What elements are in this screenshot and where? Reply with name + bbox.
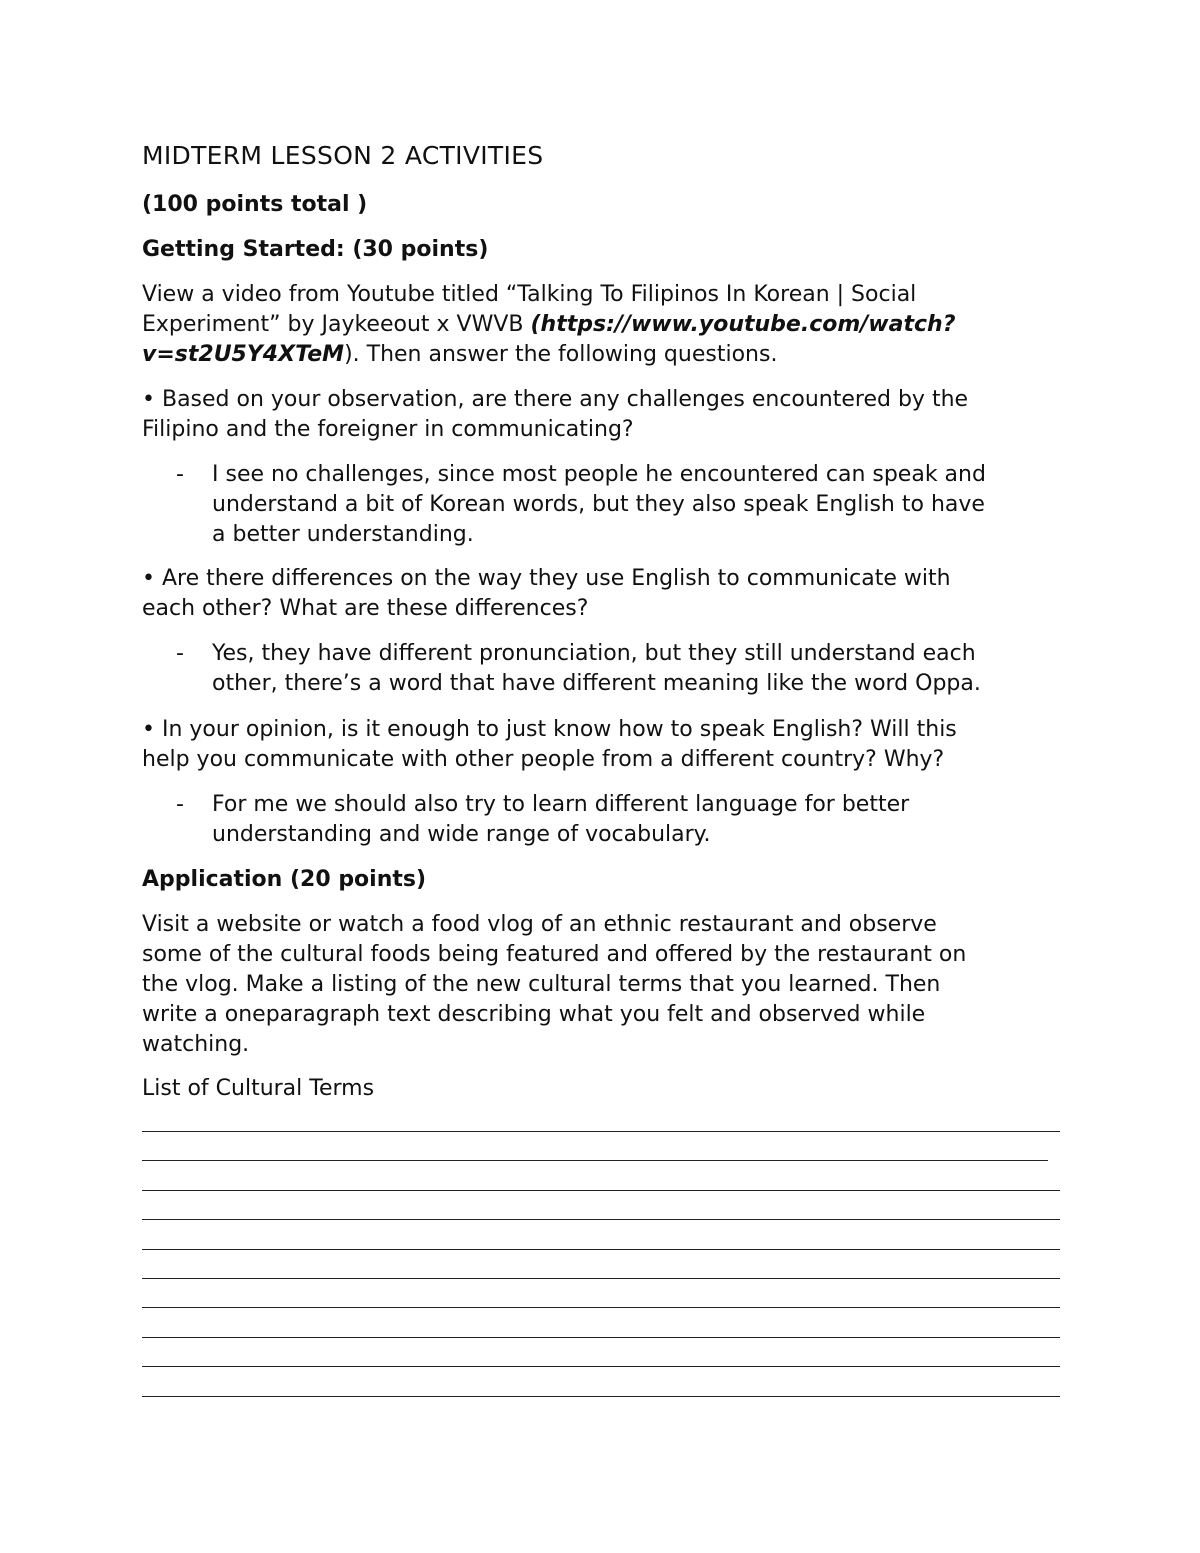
writing-line[interactable] [142,1131,1060,1132]
intro-line [142,310,1062,340]
answer-line: For me we should also try to learn different language for better [212,792,910,817]
instruction-line: write a oneparagraph text describing what you felt and observed while [142,1002,926,1027]
writing-line[interactable] [142,1160,1048,1161]
document-title: MIDTERM LESSON 2 ACTIVITIES [142,141,544,170]
intro-line [142,340,1062,370]
intro-line: View a video from Youtube titled “Talking To Filipinos In Korean | Social [142,282,917,307]
video-link[interactable]: (https://www.youtube.com/watch? [530,312,956,337]
writing-line[interactable] [142,1307,1060,1308]
instruction-line: watching. [142,1032,250,1057]
application-heading: Application (20 points) [142,867,427,892]
video-link-continued[interactable]: v=st2U5Y4XTeM [142,342,345,367]
question-2 [142,564,1062,624]
answer-line: understand a bit of Korean words, but they also speak English to have [212,492,985,517]
answer-line: Yes, they have different pronunciation, but they still understand each [212,641,976,666]
answer-line: a better understanding. [212,522,474,547]
answer-line: I see no challenges, since most people he encountered can speak and [212,462,986,487]
writing-line[interactable] [142,1219,1060,1220]
question-line: • Are there differences on the way they use English to communicate with [142,566,951,591]
question-line: • In your opinion, is it enough to just know how to speak English? Will this [142,717,957,742]
question-1 [142,385,1062,445]
instruction-line: the vlog. Make a listing of the new cultural terms that you learned. Then [142,972,941,997]
intro-text: ). Then answer the following questions. [344,342,778,367]
application-instructions [142,910,1062,1060]
question-line: each other? What are these differences? [142,596,589,621]
writing-line[interactable] [142,1249,1060,1250]
cultural-terms-label: List of Cultural Terms [142,1076,375,1101]
writing-line[interactable] [142,1190,1060,1191]
question-3 [142,715,1062,775]
writing-line[interactable] [142,1278,1060,1279]
total-points: (100 points total ) [142,192,368,217]
instruction-line: some of the cultural foods being featured and offered by the restaurant on [142,942,967,967]
answer-line: other, there’s a word that have different meaning like the word Oppa. [212,671,981,696]
intro-text: Experiment” by Jaykeeout x VWVB [142,312,531,337]
question-line: help you communicate with other people from a different country? Why? [142,747,945,772]
writing-line[interactable] [142,1366,1060,1367]
question-line: Filipino and the foreigner in communicating? [142,417,634,442]
answer-marker: - [176,792,184,817]
instruction-line: Visit a website or watch a food vlog of an ethnic restaurant and observe [142,912,937,937]
writing-line[interactable] [142,1337,1060,1338]
getting-started-heading: Getting Started: (30 points) [142,237,489,262]
answer-line: understanding and wide range of vocabulary. [212,822,711,847]
writing-line[interactable] [142,1396,1060,1397]
getting-started-intro [142,280,1062,370]
question-line: • Based on your observation, are there any challenges encountered by the [142,387,969,412]
answer-marker: - [176,641,184,666]
answer-marker: - [176,462,184,487]
